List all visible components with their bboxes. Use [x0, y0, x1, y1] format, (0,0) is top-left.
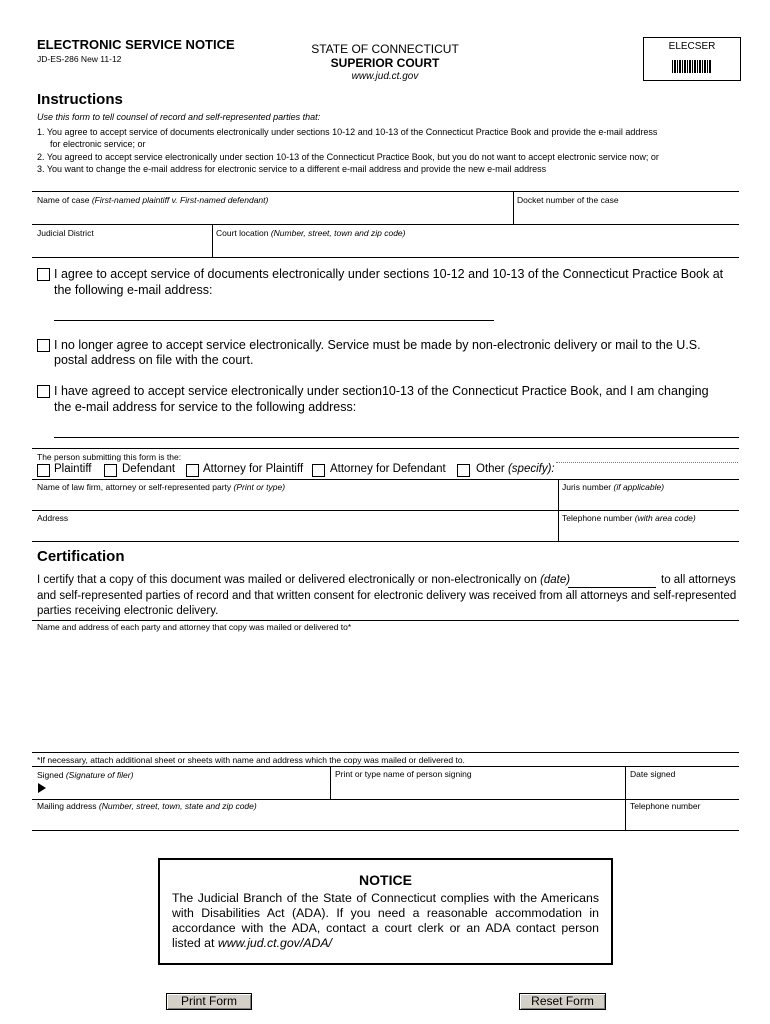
footnote: *If necessary, attach additional sheet or sheets with name and address which the copy was mailed or delivered to.: [37, 755, 465, 765]
instruction-item-1: 1. You agree to accept service of documents electronically under sections 10-12 and 10-13 of the Connecticut Practice Book and provide the e-mail address: [37, 127, 658, 137]
new-email-input[interactable]: [54, 422, 739, 438]
instruction-item-1-cont: for electronic service; or: [50, 139, 146, 149]
docket-number-input[interactable]: [516, 206, 737, 223]
date-signed-label: Date signed: [630, 769, 676, 779]
certification-line-1-end: to all attorneys: [661, 574, 736, 586]
telephone-input[interactable]: [628, 812, 737, 829]
print-form-button[interactable]: Print Form: [166, 993, 252, 1010]
form-code: ELECSER: [668, 41, 716, 52]
form-title: ELECTRONIC SERVICE NOTICE: [37, 37, 235, 52]
instruction-item-2: 2. You agreed to accept service electronically under section 10-13 of the Connecticut Practice Book, but you do not want to accept electronic service now; or: [37, 152, 659, 162]
attorney-defendant-checkbox[interactable]: [312, 464, 325, 477]
date-signed-input[interactable]: [628, 780, 737, 798]
defendant-label: Defendant: [122, 463, 176, 475]
notice-title: NOTICE: [359, 872, 412, 888]
ada-link[interactable]: www.jud.ct.gov/ADA/: [217, 936, 332, 950]
certification-line-2: and self-represented parties of record and that written consent for electronic delivery was received from all attorneys and self-represented: [37, 590, 737, 602]
phone-input[interactable]: [561, 524, 737, 540]
agree-checkbox[interactable]: [37, 268, 50, 281]
attorney-defendant-label: Attorney for Defendant: [330, 463, 446, 475]
other-checkbox[interactable]: [457, 464, 470, 477]
certification-heading: Certification: [37, 548, 125, 565]
mailing-address-input[interactable]: [34, 812, 622, 829]
court-name: SUPERIOR COURT: [330, 56, 440, 70]
signed-label: Signed (Signature of filer): [37, 770, 134, 780]
certification-line-1: I certify that a copy of this document was mailed or delivered electronically or non-electronically on (date): [37, 574, 571, 586]
judicial-district-label: Judicial District: [37, 228, 94, 238]
ada-notice-box: [158, 858, 613, 965]
state-name: STATE OF CONNECTICUT: [311, 42, 459, 56]
telephone-label: Telephone number: [630, 801, 701, 811]
phone-label: Telephone number (with area code): [562, 513, 696, 523]
parties-input[interactable]: [34, 634, 737, 749]
docket-number-label: Docket number of the case: [517, 195, 619, 205]
name-of-case-label: Name of case (First-named plaintiff v. First-named defendant): [37, 195, 269, 205]
certification-line-3: parties receiving electronic delivery.: [37, 605, 219, 617]
judicial-district-input[interactable]: [34, 239, 209, 256]
change-email-text-2: the e-mail address for service to the following address:: [54, 400, 357, 414]
mailing-address-label: Mailing address (Number, street, town, state and zip code): [37, 801, 257, 811]
signature-input[interactable]: [50, 780, 327, 798]
plaintiff-checkbox[interactable]: [37, 464, 50, 477]
instructions-heading: Instructions: [37, 91, 123, 108]
juris-label: Juris number (if applicable): [562, 482, 665, 492]
agree-text-1: I agree to accept service of documents electronically under sections 10-12 and 10-13 of the Connecticut Practice Book at: [54, 267, 724, 281]
form-number: JD-ES-286 New 11-12: [37, 54, 122, 64]
barcode: [672, 60, 712, 73]
change-email-text-1: I have agreed to accept service electronically under section10-13 of the Connecticut Practice Book, and I am changing: [54, 384, 709, 398]
no-longer-text-2: postal address on file with the court.: [54, 353, 254, 367]
defendant-checkbox[interactable]: [104, 464, 117, 477]
other-specify-input[interactable]: [556, 462, 738, 478]
print-name-input[interactable]: [333, 780, 622, 798]
attorney-plaintiff-label: Attorney for Plaintiff: [203, 463, 304, 475]
address-input[interactable]: [34, 524, 556, 540]
sign-here-arrow-icon: [38, 783, 46, 793]
plaintiff-label: Plaintiff: [54, 463, 92, 475]
certification-date-input[interactable]: [568, 574, 656, 588]
attorney-plaintiff-checkbox[interactable]: [186, 464, 199, 477]
court-website: www.jud.ct.gov: [351, 71, 419, 82]
other-label: Other (specify):: [476, 463, 555, 475]
no-longer-checkbox[interactable]: [37, 339, 50, 352]
no-longer-text-1: I no longer agree to accept service electronically. Service must be made by non-electronic delivery or mail to the U.S.: [54, 338, 701, 352]
instructions-intro: Use this form to tell counsel of record and self-represented parties that:: [37, 112, 321, 122]
agree-email-input[interactable]: [54, 305, 494, 321]
agree-text-2: the following e-mail address:: [54, 283, 213, 297]
juris-input[interactable]: [561, 493, 737, 509]
form-code-box: [643, 37, 741, 81]
print-name-label: Print or type name of person signing: [335, 769, 472, 779]
firm-label: Name of law firm, attorney or self-represented party (Print or type): [37, 482, 286, 492]
parties-label: Name and address of each party and attorney that copy was mailed or delivered to*: [37, 622, 352, 632]
submitter-label: The person submitting this form is the:: [37, 452, 182, 462]
firm-input[interactable]: [34, 493, 556, 509]
reset-form-button[interactable]: Reset Form: [519, 993, 606, 1010]
change-email-checkbox[interactable]: [37, 385, 50, 398]
instruction-item-3: 3. You want to change the e-mail address for electronic service to a different e-mail address and provide the new e-mail address: [37, 164, 547, 174]
court-location-input[interactable]: [215, 239, 737, 256]
court-location-label: Court location (Number, street, town and zip code): [216, 228, 406, 238]
notice-body: The Judicial Branch of the State of Connecticut complies with the Americans with Disabilities Act (ADA). If you need a reasonable accommodation in accordance with the ADA, contact a court clerk or an ADA contact person listed at www.jud.ct.gov/ADA/: [172, 891, 599, 950]
address-label: Address: [37, 513, 69, 523]
name-of-case-input[interactable]: [34, 206, 510, 223]
